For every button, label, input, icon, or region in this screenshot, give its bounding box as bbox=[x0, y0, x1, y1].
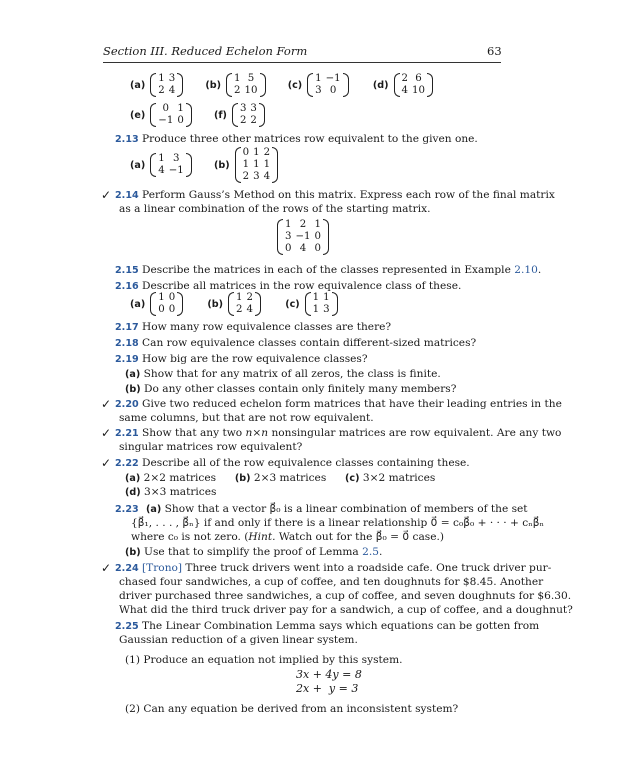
starred-check-icon: ✓ bbox=[101, 561, 112, 575]
matrix-e bbox=[150, 103, 192, 127]
left-bracket bbox=[305, 292, 311, 316]
part-label: (a) bbox=[125, 369, 141, 380]
matrix-label-f: (f) bbox=[213, 109, 227, 121]
exercise-text: Can row equivalence classes contain different-sized matrices? bbox=[142, 337, 477, 349]
matrix-b bbox=[235, 147, 278, 183]
starred-check-icon: ✓ bbox=[101, 188, 112, 202]
left-bracket bbox=[277, 219, 283, 255]
gauss-matrix bbox=[277, 219, 329, 255]
exercise-number: 2.19 bbox=[115, 354, 139, 365]
part-text: 3×2 matrices bbox=[362, 472, 436, 484]
exercise-2-14 bbox=[115, 188, 555, 203]
matrix-entry: 1 bbox=[177, 103, 184, 114]
matrix-entry: 1 bbox=[242, 159, 250, 170]
exercise-text-line2: as a linear combination of the rows of the starting matrix. bbox=[119, 203, 431, 215]
citation-link[interactable]: [Trono] bbox=[142, 562, 183, 574]
matrix-group-top-row1 bbox=[130, 73, 433, 97]
starred-check-icon: ✓ bbox=[101, 456, 112, 470]
matrix-entry: 4 bbox=[263, 171, 271, 182]
matrix-group-top-row2 bbox=[130, 103, 265, 127]
matrix-label-c: (c) bbox=[285, 298, 300, 310]
part-label: (b) bbox=[125, 547, 141, 558]
matrix-entry: 3 bbox=[285, 231, 292, 242]
matrix-entry: 0 bbox=[168, 304, 176, 315]
matrix-entry: 2 bbox=[250, 115, 257, 126]
part-text: Do any other classes contain only finitely many members? bbox=[144, 383, 457, 395]
hint-text: Hint. bbox=[248, 531, 276, 543]
exercise-number: 2.20 bbox=[115, 399, 139, 410]
right-bracket bbox=[323, 219, 329, 255]
right-bracket bbox=[272, 147, 278, 183]
matrix-entries bbox=[311, 292, 332, 316]
left-bracket bbox=[150, 153, 156, 177]
matrix-entry: 1 bbox=[312, 292, 320, 303]
matrix-entry: 1 bbox=[158, 292, 165, 303]
matrix-entry: 0 bbox=[158, 304, 165, 315]
part-text: Can any equation be derived from an inconsistent system? bbox=[143, 703, 459, 715]
exercise-number: 2.21 bbox=[115, 428, 139, 439]
left-bracket bbox=[394, 73, 400, 97]
matrix-entry: 1 bbox=[158, 73, 165, 84]
exercise-2-15 bbox=[115, 263, 541, 278]
matrix-entry: 0 bbox=[242, 147, 250, 158]
matrix-entries bbox=[234, 292, 255, 316]
matrix-entry: 2 bbox=[234, 85, 241, 96]
exercise-2-14-matrix bbox=[277, 219, 329, 255]
matrix-label-e: (e) bbox=[130, 109, 146, 121]
matrix-entry: 3 bbox=[239, 103, 247, 114]
right-bracket bbox=[343, 73, 349, 97]
matrix-label-b: (b) bbox=[205, 79, 222, 91]
right-bracket bbox=[255, 292, 261, 316]
right-bracket bbox=[177, 73, 183, 97]
exercise-2-25-part-1 bbox=[125, 653, 402, 667]
matrix-label-b: (b) bbox=[207, 298, 224, 310]
matrix-entry: 4 bbox=[401, 85, 408, 96]
exercise-2-25-part-2 bbox=[125, 702, 458, 716]
text: Watch out for the β⃗₀ = 0⃗ case.) bbox=[275, 531, 444, 543]
matrix-label-b: (b) bbox=[213, 159, 230, 171]
exercise-number: 2.15 bbox=[115, 265, 139, 276]
part-text-line2: {β⃗₁, . . . , β⃗ₙ} if and only if there is a linear relationship 0⃗ = c₀β⃗₀ + · · · + cₙβ⃗ₙ bbox=[131, 517, 545, 529]
part-text: 2×3 matrices bbox=[253, 472, 327, 484]
exercise-2-20 bbox=[115, 397, 562, 412]
left-bracket bbox=[232, 103, 238, 127]
matrix-entry: −1 bbox=[158, 115, 174, 126]
matrix-entry: 0 bbox=[168, 292, 176, 303]
matrix-entry: 1 bbox=[253, 147, 260, 158]
example-link[interactable]: 2.10 bbox=[514, 264, 538, 276]
exercise-2-22-part-d bbox=[125, 485, 216, 500]
exercise-number: 2.13 bbox=[115, 134, 139, 145]
part-text-line1: Show that a vector β⃗₀ is a linear combination of members of the set bbox=[164, 503, 528, 515]
matrix-entry: −1 bbox=[168, 165, 184, 176]
matrix-entry: −1 bbox=[295, 231, 311, 242]
left-bracket bbox=[150, 292, 156, 316]
running-header: Section III. Reduced Echelon Form bbox=[103, 44, 308, 58]
matrix-entry: 2 bbox=[242, 171, 250, 182]
matrix-entry: 2 bbox=[401, 73, 408, 84]
part-label: (c) bbox=[345, 473, 360, 484]
matrix-f bbox=[232, 103, 265, 127]
math-expression: n×n bbox=[245, 427, 269, 439]
matrix-entries bbox=[156, 153, 186, 177]
exercise-2-16-matrices bbox=[130, 292, 338, 316]
exercise-text: Describe all of the row equivalence classes containing these. bbox=[142, 457, 470, 469]
matrix-entry: 1 bbox=[315, 73, 322, 84]
matrix-entry: 3 bbox=[315, 85, 322, 96]
exercise-text: How many row equivalence classes are there? bbox=[142, 321, 392, 333]
right-bracket bbox=[186, 153, 192, 177]
matrix-entry: 1 bbox=[312, 304, 320, 315]
matrix-entry: −1 bbox=[325, 73, 341, 84]
matrix-entry: 1 bbox=[236, 292, 243, 303]
exercise-text-line2: chased four sandwiches, a cup of coffee, and ten doughnuts for $8.45. Another bbox=[119, 576, 544, 588]
exercise-text: Describe the matrices in each of the classes represented in Example bbox=[142, 264, 511, 276]
matrix-entry: 4 bbox=[168, 85, 176, 96]
matrix-entry: 2 bbox=[239, 115, 247, 126]
matrix-entry: 0 bbox=[314, 231, 321, 242]
matrix-entries bbox=[156, 103, 186, 127]
left-bracket bbox=[150, 73, 156, 97]
matrix-label-a: (a) bbox=[130, 79, 146, 91]
exercise-number: 2.14 bbox=[115, 190, 139, 201]
left-bracket bbox=[228, 292, 234, 316]
exercise-2-19-part-a bbox=[125, 367, 441, 382]
part-label: (a) bbox=[146, 504, 162, 515]
right-bracket bbox=[259, 103, 265, 127]
part-text: Show that for any matrix of all zeros, the class is finite. bbox=[143, 368, 441, 380]
matrix-entry: 4 bbox=[246, 304, 254, 315]
right-bracket bbox=[427, 73, 433, 97]
matrix-label-d: (d) bbox=[372, 79, 389, 91]
matrix-entry: 0 bbox=[162, 103, 170, 114]
exercise-2-22-parts-abc bbox=[125, 471, 435, 486]
matrix-entry: 4 bbox=[299, 243, 307, 254]
matrix-c bbox=[307, 73, 349, 97]
exercise-2-23 bbox=[115, 502, 528, 517]
matrix-entry: 1 bbox=[323, 292, 330, 303]
exercise-2-18 bbox=[115, 336, 476, 351]
starred-check-icon: ✓ bbox=[101, 397, 112, 411]
matrix-entry: 4 bbox=[158, 165, 165, 176]
matrix-entry: 1 bbox=[234, 73, 241, 84]
matrix-entry: 3 bbox=[253, 171, 260, 182]
equation-2: 2x + y = 3 bbox=[296, 682, 359, 695]
exercise-2-22 bbox=[115, 456, 470, 471]
exercise-number: 2.24 bbox=[115, 563, 139, 574]
matrix-entry: 1 bbox=[263, 159, 271, 170]
matrix-entries bbox=[400, 73, 427, 97]
right-bracket bbox=[260, 73, 266, 97]
punctuation: . bbox=[537, 264, 542, 276]
right-bracket bbox=[332, 292, 338, 316]
exercise-text: How big are the row equivalence classes? bbox=[142, 353, 368, 365]
matrix-entries bbox=[156, 73, 177, 97]
exercise-text: nonsingular matrices are row equivalent. Are any two bbox=[271, 427, 562, 439]
exercise-2-23-part-b bbox=[125, 545, 382, 560]
matrix-entry: 3 bbox=[168, 73, 176, 84]
matrix-entries bbox=[313, 73, 343, 97]
matrix-entry: 3 bbox=[250, 103, 257, 114]
part-text: 3×3 matrices bbox=[144, 486, 217, 498]
header-rule bbox=[103, 62, 501, 63]
right-bracket bbox=[186, 103, 192, 127]
exercise-text-line1: Perform Gauss’s Method on this matrix. Express each row of the final matrix bbox=[142, 189, 555, 201]
matrix-entries bbox=[241, 147, 272, 183]
exercise-2-13 bbox=[115, 132, 478, 147]
matrix-entry: 2 bbox=[299, 219, 307, 230]
matrix-label-a: (a) bbox=[130, 298, 146, 310]
exercise-text: Describe all matrices in the row equivalence class of these. bbox=[142, 280, 462, 292]
exercise-2-24 bbox=[115, 561, 551, 576]
matrix-entries bbox=[283, 219, 323, 255]
matrix-entry: 0 bbox=[177, 115, 184, 126]
matrix-entry: 2 bbox=[263, 147, 271, 158]
exercise-text-line2: same columns, but that are not row equivalent. bbox=[119, 412, 374, 424]
exercise-text-line2: Gaussian reduction of a given linear system. bbox=[119, 634, 358, 646]
exercise-number: 2.18 bbox=[115, 338, 139, 349]
matrix-entry: 0 bbox=[285, 243, 292, 254]
part-text: Use that to simplify the proof of Lemma bbox=[144, 546, 359, 558]
exercise-2-19 bbox=[115, 352, 368, 367]
exercise-text: Produce three other matrices row equivalent to the given one. bbox=[142, 133, 478, 145]
part-label: (a) bbox=[125, 473, 141, 484]
part-label: (1) bbox=[125, 654, 141, 666]
matrix-entries bbox=[156, 292, 177, 316]
starred-check-icon: ✓ bbox=[101, 426, 112, 440]
matrix-entry: 1 bbox=[158, 153, 165, 164]
matrix-c bbox=[305, 292, 338, 316]
exercise-number: 2.16 bbox=[115, 281, 139, 292]
exercise-text-line1: Three truck drivers went into a roadside cafe. One truck driver pur- bbox=[185, 562, 552, 574]
matrix-entry: 10 bbox=[244, 85, 258, 96]
matrix-b bbox=[228, 292, 261, 316]
matrix-entries bbox=[232, 73, 259, 97]
exercise-text-line1: The Linear Combination Lemma says which equations can be gotten from bbox=[142, 620, 540, 632]
matrix-a bbox=[150, 73, 183, 97]
matrix-entry: 2 bbox=[236, 304, 243, 315]
matrix-entry: 3 bbox=[173, 153, 180, 164]
part-label: (b) bbox=[234, 473, 251, 484]
punctuation: . bbox=[378, 546, 383, 558]
part-label: (b) bbox=[125, 384, 141, 395]
matrix-entry: 2 bbox=[246, 292, 254, 303]
matrix-entry: 10 bbox=[411, 85, 425, 96]
matrix-d bbox=[394, 73, 433, 97]
matrix-entry: 1 bbox=[314, 219, 321, 230]
matrix-label-a: (a) bbox=[130, 159, 146, 171]
part-label: (2) bbox=[125, 703, 141, 715]
exercise-text-line2: singular matrices row equivalent? bbox=[119, 441, 303, 453]
exercise-text: Show that any two bbox=[142, 427, 243, 439]
exercise-2-19-part-b bbox=[125, 382, 456, 397]
left-bracket bbox=[307, 73, 313, 97]
exercise-number: 2.22 bbox=[115, 458, 139, 469]
equation-1: 3x + 4y = 8 bbox=[296, 668, 362, 681]
exercise-number: 2.25 bbox=[115, 621, 139, 632]
text: where c₀ is not zero. ( bbox=[131, 531, 249, 543]
part-text: Produce an equation not implied by this system. bbox=[143, 654, 403, 666]
matrix-entry: 2 bbox=[158, 85, 165, 96]
matrix-label-c: (c) bbox=[287, 79, 303, 91]
left-bracket bbox=[235, 147, 241, 183]
exercise-number: 2.17 bbox=[115, 322, 139, 333]
matrix-entries bbox=[238, 103, 259, 127]
page-number: 63 bbox=[487, 44, 502, 58]
matrix-entry: 1 bbox=[285, 219, 292, 230]
matrix-entry: 5 bbox=[247, 73, 255, 84]
matrix-entry: 3 bbox=[323, 304, 330, 315]
part-text-line3 bbox=[131, 530, 444, 544]
part-label: (d) bbox=[125, 487, 141, 498]
exercise-text-line4: What did the third truck driver pay for a sandwich, a cup of coffee, and a doughnut? bbox=[119, 604, 573, 616]
matrix-entry: 1 bbox=[253, 159, 260, 170]
matrix-a bbox=[150, 292, 183, 316]
exercise-2-25 bbox=[115, 619, 539, 634]
matrix-b bbox=[226, 73, 265, 97]
exercise-2-17 bbox=[115, 320, 391, 335]
matrix-entry: 6 bbox=[415, 73, 422, 84]
matrix-a bbox=[150, 153, 192, 177]
exercise-2-13-matrices bbox=[130, 147, 278, 183]
matrix-entry: 0 bbox=[314, 243, 321, 254]
right-bracket bbox=[177, 292, 183, 316]
left-bracket bbox=[150, 103, 156, 127]
exercise-number: 2.23 bbox=[115, 504, 139, 515]
matrix-entry: 0 bbox=[329, 85, 337, 96]
part-text: 2×2 matrices bbox=[143, 472, 217, 484]
exercise-2-21 bbox=[115, 426, 561, 441]
left-bracket bbox=[226, 73, 232, 97]
exercise-text-line1: Give two reduced echelon form matrices that have their leading entries in the bbox=[142, 398, 562, 410]
exercise-text-line3: driver purchased three sandwiches, a cup of coffee, and seven doughnuts for $6.30. bbox=[119, 590, 572, 602]
lemma-link[interactable]: 2.5 bbox=[362, 546, 379, 558]
